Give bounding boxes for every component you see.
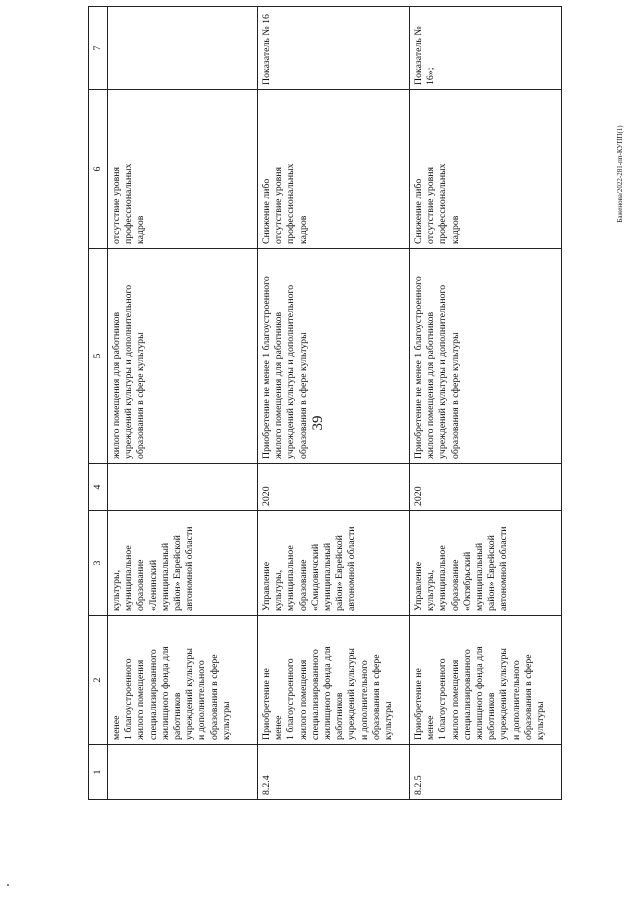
activity-name-cell-line: жилищного фонда для [474,646,486,740]
table-row [108,7,258,800]
responsible-cell-line: Управление [413,561,424,611]
header-col-6: 6 [89,90,108,249]
item-number-cell: 8.2.4 [258,745,410,800]
header-col-5: 5 [89,249,108,464]
responsible-cell-line: образование [449,559,461,611]
activity-name-cell-line: учреждений культуры [346,648,358,740]
responsible-cell-line: муниципальный [474,542,486,611]
item-number-cell [108,745,258,800]
activity-name-cell-line: жилого помещения [297,659,309,740]
responsible-cell-line: автономной области [184,526,196,611]
activity-name-cell [108,616,258,745]
responsible-cell [258,511,410,616]
year-cell: 2020 [258,464,410,511]
indicator-link-cell-line: Показатель № [413,26,424,85]
table-row [258,7,410,800]
header-col-3: 3 [89,511,108,616]
consequences-cell-line: Снижение либо [413,178,424,244]
activity-name-cell-line: менее [111,715,122,740]
expected-result-cell-line: жилого помещения для работников [273,311,285,459]
responsible-cell-line: автономной области [498,526,510,611]
activity-name-cell-line: образования в сфере [208,654,220,740]
activity-name-cell-line: жилищного фонда для [159,646,171,740]
consequences-cell-line: отсутствие уровня [111,166,122,244]
expected-result-cell-line: учреждений культуры и дополнительного [285,284,297,459]
responsible-cell-line: район» Еврейской [486,535,498,611]
responsible-cell-line: образование [135,559,147,611]
responsible-cell-line: образование [297,559,309,611]
responsible-cell [108,511,258,616]
responsible-cell-line: муниципальный [159,542,171,611]
consequences-cell [258,90,410,249]
indicator-link-cell [108,7,258,90]
activity-name-cell [258,616,410,745]
responsible-cell-line: район» Еврейской [172,535,184,611]
item-number-cell: 8.2.5 [410,745,562,800]
consequences-cell-line: кадров [297,215,309,244]
activity-name-cell-line: специализированного [461,649,473,740]
activity-name-cell-line: работников [486,692,498,740]
consequences-cell-line: отсутствие уровня [273,166,285,244]
consequences-cell-line: профессиональных [285,163,297,244]
responsible-cell-line: «Октябрьский [461,551,473,611]
expected-result-cell-line: образования в сфере культуры [297,332,309,459]
header-col-2: 2 [89,616,108,745]
responsible-cell-line: «Ленинский [147,559,159,611]
consequences-cell-line: профессиональных [437,163,449,244]
expected-result-cell [410,249,562,464]
header-col-4: 4 [89,464,108,511]
responsible-cell-line: муниципальное [123,545,135,611]
activity-name-cell-line: 1 благоустроенного [437,658,449,740]
header-col-1: 1 [89,745,108,800]
consequences-cell-line: Снижение либо [261,178,272,244]
expected-result-cell-line: Приобретение не менее 1 благоустроенного [261,276,272,459]
expected-result-cell-line: образования в сфере культуры [135,332,147,459]
consequences-cell-line: кадров [135,215,147,244]
margin-dot [7,884,9,886]
expected-result-cell [108,249,258,464]
activity-name-cell-line: работников [172,692,184,740]
responsible-cell-line: автономной области [346,526,358,611]
responsible-cell-line: Управление [261,561,272,611]
responsible-cell-line: культуры, [111,569,122,611]
activity-name-cell-line: культуры [383,701,395,740]
activity-name-cell-line: и дополнительного [510,660,522,740]
activity-name-cell-line: работников [334,692,346,740]
activity-name-cell-line: менее [425,715,437,740]
responsible-cell [410,511,562,616]
activity-name-cell [410,616,562,745]
document-footer-code: Баженова/2022-281-пп-КУПП(1) [616,125,624,223]
activity-name-cell-line: учреждений культуры [184,648,196,740]
activity-name-cell-line: специализированного [147,649,159,740]
indicator-link-cell [410,7,562,90]
expected-result-cell [258,249,410,464]
expected-result-cell-line: учреждений культуры и дополнительного [437,284,449,459]
activity-name-cell-line: культуры [220,701,232,740]
activity-name-cell-line: 1 благоустроенного [285,658,297,740]
indicator-link-cell-line: 16»; [425,67,437,85]
activity-name-cell-line: жилого помещения [449,659,461,740]
rotated-table-container [88,14,558,800]
responsible-cell-line: культуры, [425,569,437,611]
consequences-cell [108,90,258,249]
activity-name-cell-line: образования в сфере [370,654,382,740]
activity-name-cell-line: Приобретение не [261,668,272,740]
responsible-cell-line: муниципальное [285,545,297,611]
activity-name-cell-line: и дополнительного [196,660,208,740]
consequences-cell-line: кадров [449,215,461,244]
activity-name-cell-line: специализированного [309,649,321,740]
header-col-7: 7 [89,7,108,90]
responsible-cell-line: культуры, [273,569,285,611]
activity-name-cell-line: образования в сфере [522,654,534,740]
year-cell [108,464,258,511]
activity-name-cell-line: 1 благоустроенного [123,658,135,740]
activity-name-cell-line: менее [273,715,285,740]
page-number: 39 [310,415,326,431]
activity-name-cell-line: жилого помещения [135,659,147,740]
expected-result-cell-line: образования в сфере культуры [449,332,461,459]
program-activities-table [88,6,562,800]
activity-name-cell-line: и дополнительного [358,660,370,740]
responsible-cell-line: муниципальное [437,545,449,611]
activity-name-cell-line: культуры [535,701,547,740]
activity-name-cell-line: Приобретение не [413,668,424,740]
consequences-cell-line: профессиональных [123,163,135,244]
expected-result-cell-line: учреждений культуры и дополнительного [123,284,135,459]
activity-name-cell-line: учреждений культуры [498,648,510,740]
responsible-cell-line: «Смидовичский [309,543,321,611]
expected-result-cell-line: жилого помещения для работников [111,311,122,459]
indicator-link-cell-line: Показатель № 16 [261,14,272,85]
consequences-cell [410,90,562,249]
responsible-cell-line: муниципальный [322,542,334,611]
table-row [410,7,562,800]
responsible-cell-line: район» Еврейской [334,535,346,611]
year-cell: 2020 [410,464,562,511]
table-header-row [89,7,108,800]
consequences-cell-line: отсутствие уровня [425,166,437,244]
indicator-link-cell [258,7,410,90]
expected-result-cell-line: Приобретение не менее 1 благоустроенного [413,276,424,459]
activity-name-cell-line: жилищного фонда для [322,646,334,740]
expected-result-cell-line: жилого помещения для работников [425,311,437,459]
